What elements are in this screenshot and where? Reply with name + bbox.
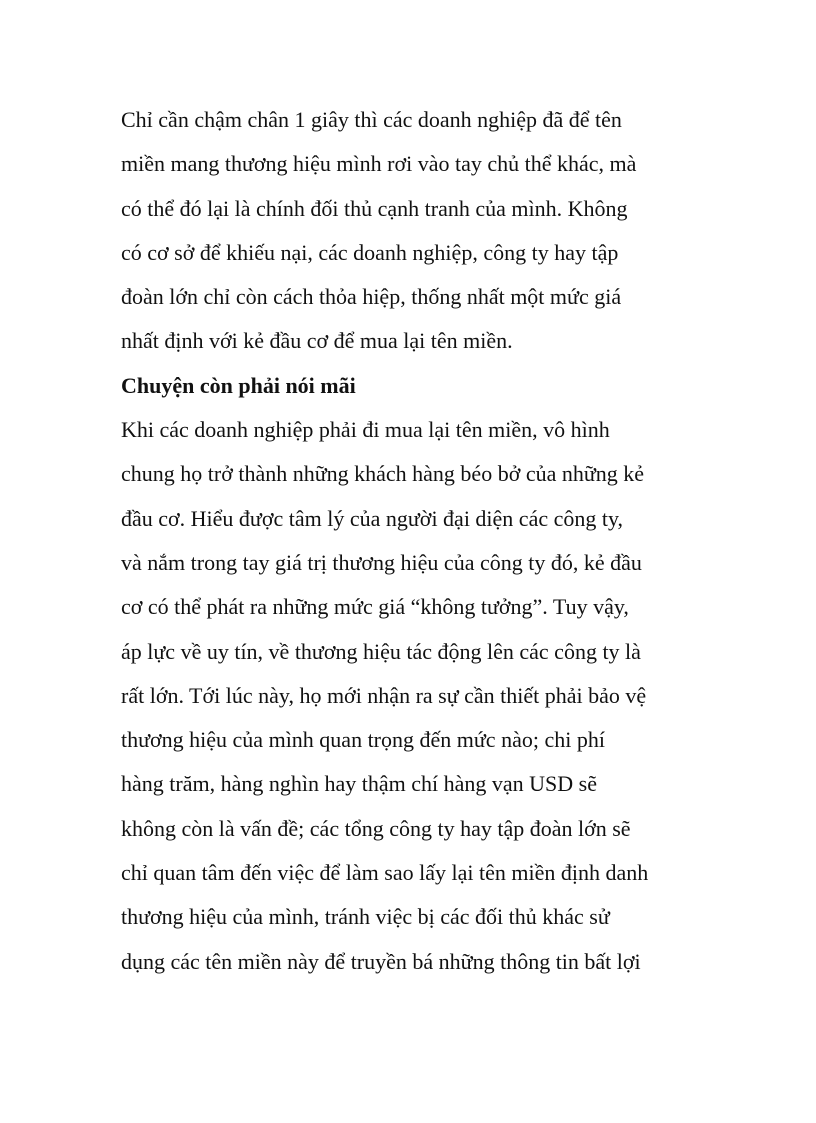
text-line: Khi các doanh nghiệp phải đi mua lại tên miền, vô hình xyxy=(121,417,610,443)
text-line: hàng trăm, hàng nghìn hay thậm chí hàng vạn USD sẽ xyxy=(121,771,597,797)
text-line: và nắm trong tay giá trị thương hiệu của công ty đó, kẻ đầu xyxy=(121,549,642,575)
text-line: chỉ quan tâm đến việc để làm sao lấy lại tên miền định danh xyxy=(121,860,649,886)
text-line: không còn là vấn đề; các tổng công ty hay tập đoàn lớn sẽ xyxy=(121,815,631,841)
text-line: áp lực về uy tín, về thương hiệu tác động lên các công ty là xyxy=(121,638,641,664)
text-line: nhất định với kẻ đầu cơ để mua lại tên miền. xyxy=(121,328,513,354)
text-line: Chỉ cần chậm chân 1 giây thì các doanh nghiệp đã để tên xyxy=(121,107,622,132)
text-line: dụng các tên miền này để truyền bá những thông tin bất lợi xyxy=(121,948,641,974)
text-line: có thể đó lại là chính đối thủ cạnh tranh của mình. Không xyxy=(121,195,628,221)
text-line: rất lớn. Tới lúc này, họ mới nhận ra sự cần thiết phải bảo vệ xyxy=(121,682,647,708)
text-line: chung họ trở thành những khách hàng béo bở của những kẻ xyxy=(121,461,645,487)
text-line: thương hiệu của mình quan trọng đến mức nào; chi phí xyxy=(121,727,605,753)
paragraph-2 xyxy=(121,408,711,984)
text-line: có cơ sở để khiếu nại, các doanh nghiệp, công ty hay tập xyxy=(121,239,619,265)
document-body xyxy=(121,98,711,984)
text-line: miền mang thương hiệu mình rơi vào tay chủ thể khác, mà xyxy=(121,151,637,177)
paragraph-1 xyxy=(121,98,711,364)
section-heading: Chuyện còn phải nói mãi xyxy=(121,372,356,398)
text-line: đầu cơ. Hiểu được tâm lý của người đại diện các công ty, xyxy=(121,505,624,531)
text-line: cơ có thể phát ra những mức giá “không tưởng”. Tuy vậy, xyxy=(121,594,629,620)
text-line: đoàn lớn chỉ còn cách thỏa hiệp, thống nhất một mức giá xyxy=(121,284,622,310)
text-line: thương hiệu của mình, tránh việc bị các đối thủ khác sử xyxy=(121,904,610,930)
